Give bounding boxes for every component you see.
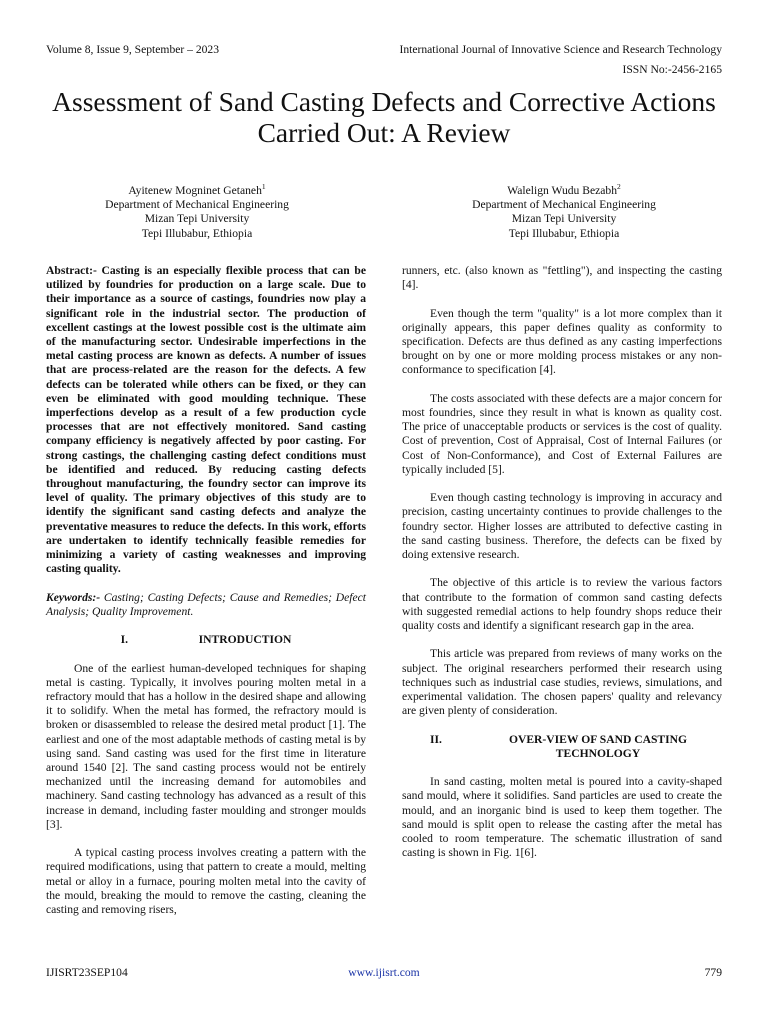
section-1-heading [46, 633, 366, 647]
header-volume: Volume 8, Issue 9, September – 2023 [46, 43, 220, 56]
section-1-number: I. [120, 633, 129, 647]
author-2-sup: 2 [617, 182, 621, 191]
right-column [402, 264, 722, 860]
author-2-university: Mizan Tepi University [511, 212, 617, 226]
footer-page-number: 779 [704, 966, 722, 979]
intro-paragraph-2: A typical casting process involves creating a pattern with the required modifications, using that pattern to create a mould, melting metal or alloy in a furnace, pouring molten metal into the cavity of the mould, breaking the mould to remove the casting, cleaning the casting and removing risers, [46, 846, 366, 917]
abstract: Abstract:- Casting is an especially flexible process that can be utilized by foundries for production on a large scale. Due to their importance as a source of castings, foundries now play a significant role in the industrial sector. The production of excellent castings at the lowest possible cost is the ultimate aim of the manufacturing sector. Undesirable imperfections in the metal casting process are known as defects. A number of issues that are process-related are the reason for the defects. A few defects can be tolerated while others can be fixed, or they can even be eliminated with good moulding technique. These imperfections develop as a result of a few production cycle processes that are not effectively monitored. Sand casting company efficiency is negatively affected by poor casting. For strong castings, the challenging casting defect conditions must be identified and reduced. By reducing casting defects throughout manufacturing, the foundry sector can improve its level of quality. The primary objectives of this study are to identify the significant sand casting defects and analyze the preventative measures to reduce the defects. In this work, efforts are undertaken to identify technically feasible remedies for minimizing a variety of casting weaknesses and improving casting quality. [46, 264, 366, 576]
author-2-location: Tepi Illubabur, Ethiopia [508, 226, 620, 240]
section-2-number: II. [430, 732, 442, 746]
footer-website-link[interactable]: www.ijisrt.com [348, 966, 420, 979]
author-1-name: Ayitenew Mogninet Getaneh [128, 183, 262, 197]
author-1-name-line [47, 180, 347, 198]
keywords [46, 591, 366, 619]
author-2-name: Walelign Wudu Bezabh [507, 183, 618, 197]
keywords-text: Casting; Casting Defects; Cause and Remedies; Defect Analysis; Quality Improvement. [46, 590, 366, 618]
author-1-department: Department of Mechanical Engineering [105, 198, 289, 212]
intro-paragraph-5: Even though casting technology is improving in accuracy and precision, casting uncertainty continues to provide challenges to the foundry sector. Higher losses are attributed to defective casting in the sand casting business. Therefore, the defects can be fixed by doing extensive research. [402, 491, 722, 562]
intro-paragraph-3: Even though the term "quality" is a lot more complex than it originally appears, this paper defines quality as conformity to specification. Defects are thus defined as any casting imperfections brought on by one or more molding process mistakes or any non-conformance to specification [4]. [402, 306, 722, 377]
keywords-label: Keywords:- [46, 590, 101, 604]
intro-paragraph-6: The objective of this article is to review the various factors that contribute to the formation of common sand casting defects with suggested remedial actions to help foundry shops reduce their quality costs and identify a significant research gap in the area. [402, 576, 722, 633]
intro-paragraph-1: One of the earliest human-developed techniques for shaping metal is casting. Typically, it involves pouring molten metal in a refractory mould that has a hollow in the desired shape and allowing it to solidify. When the metal has formed, the refractory mould is broken or disassembled to release the desired metal product [1]. The earliest and one of the most adaptable methods of casting metal is by using sand. Sand casting was used for the first time in literature around 1540 [2]. The sand casting process would not be entirely mechanized until the increasing demand for automobiles and machinery. Sand casting technology has advanced as a result of this increase in demand, including faster moulding and stronger moulds [3]. [46, 661, 366, 831]
author-block-2 [414, 180, 714, 241]
author-1-university: Mizan Tepi University [144, 212, 250, 226]
header-issn: ISSN No:-2456-2165 [622, 63, 722, 76]
intro-paragraph-7: This article was prepared from reviews of many works on the subject. The original researchers performed their research using techniques such as industrial case studies, reviews, simulations, and experimental validation. The chosen papers' quality and relevancy are given plenty of consideration. [402, 647, 722, 718]
author-block-1 [47, 180, 347, 241]
section-2-heading [402, 733, 722, 761]
author-1-location: Tepi Illubabur, Ethiopia [141, 226, 253, 240]
footer-code: IJISRT23SEP104 [46, 966, 128, 979]
section-2-paragraph: In sand casting, molten metal is poured into a cavity-shaped sand mould, where it solidifies. Sand particles are used to create the mould, and an inorganic bind is used to keep them together. The sand mould is split open to release the casting after the metal has cooled to room temperature. The schematic illustration of sand casting is shown in Fig. 1[6]. [402, 775, 722, 860]
intro-paragraph-4: The costs associated with these defects are a major concern for most foundries, since they result in what is known as quality cost. The price of unacceptable products or services is the cost of quality. Cost of prevention, Cost of Appraisal, Cost of Internal Failures (or Cost of Non-Conformance), and Cost of External Failures are typically included [5]. [402, 391, 722, 476]
author-2-name-line [414, 180, 714, 198]
header-journal: International Journal of Innovative Science and Research Technology [399, 43, 722, 56]
left-column [46, 264, 366, 917]
section-1-title: INTRODUCTION [198, 633, 292, 647]
author-2-department: Department of Mechanical Engineering [472, 198, 656, 212]
intro-paragraph-2-continued: runners, etc. (also known as "fettling"), and inspecting the casting [4]. [402, 264, 722, 292]
author-1-sup: 1 [261, 182, 266, 191]
section-2-title: OVER-VIEW OF SAND CASTING TECHNOLOGY [508, 732, 688, 760]
paper-title: Assessment of Sand Casting Defects and Corrective Actions Carried Out: A Review [52, 86, 716, 148]
